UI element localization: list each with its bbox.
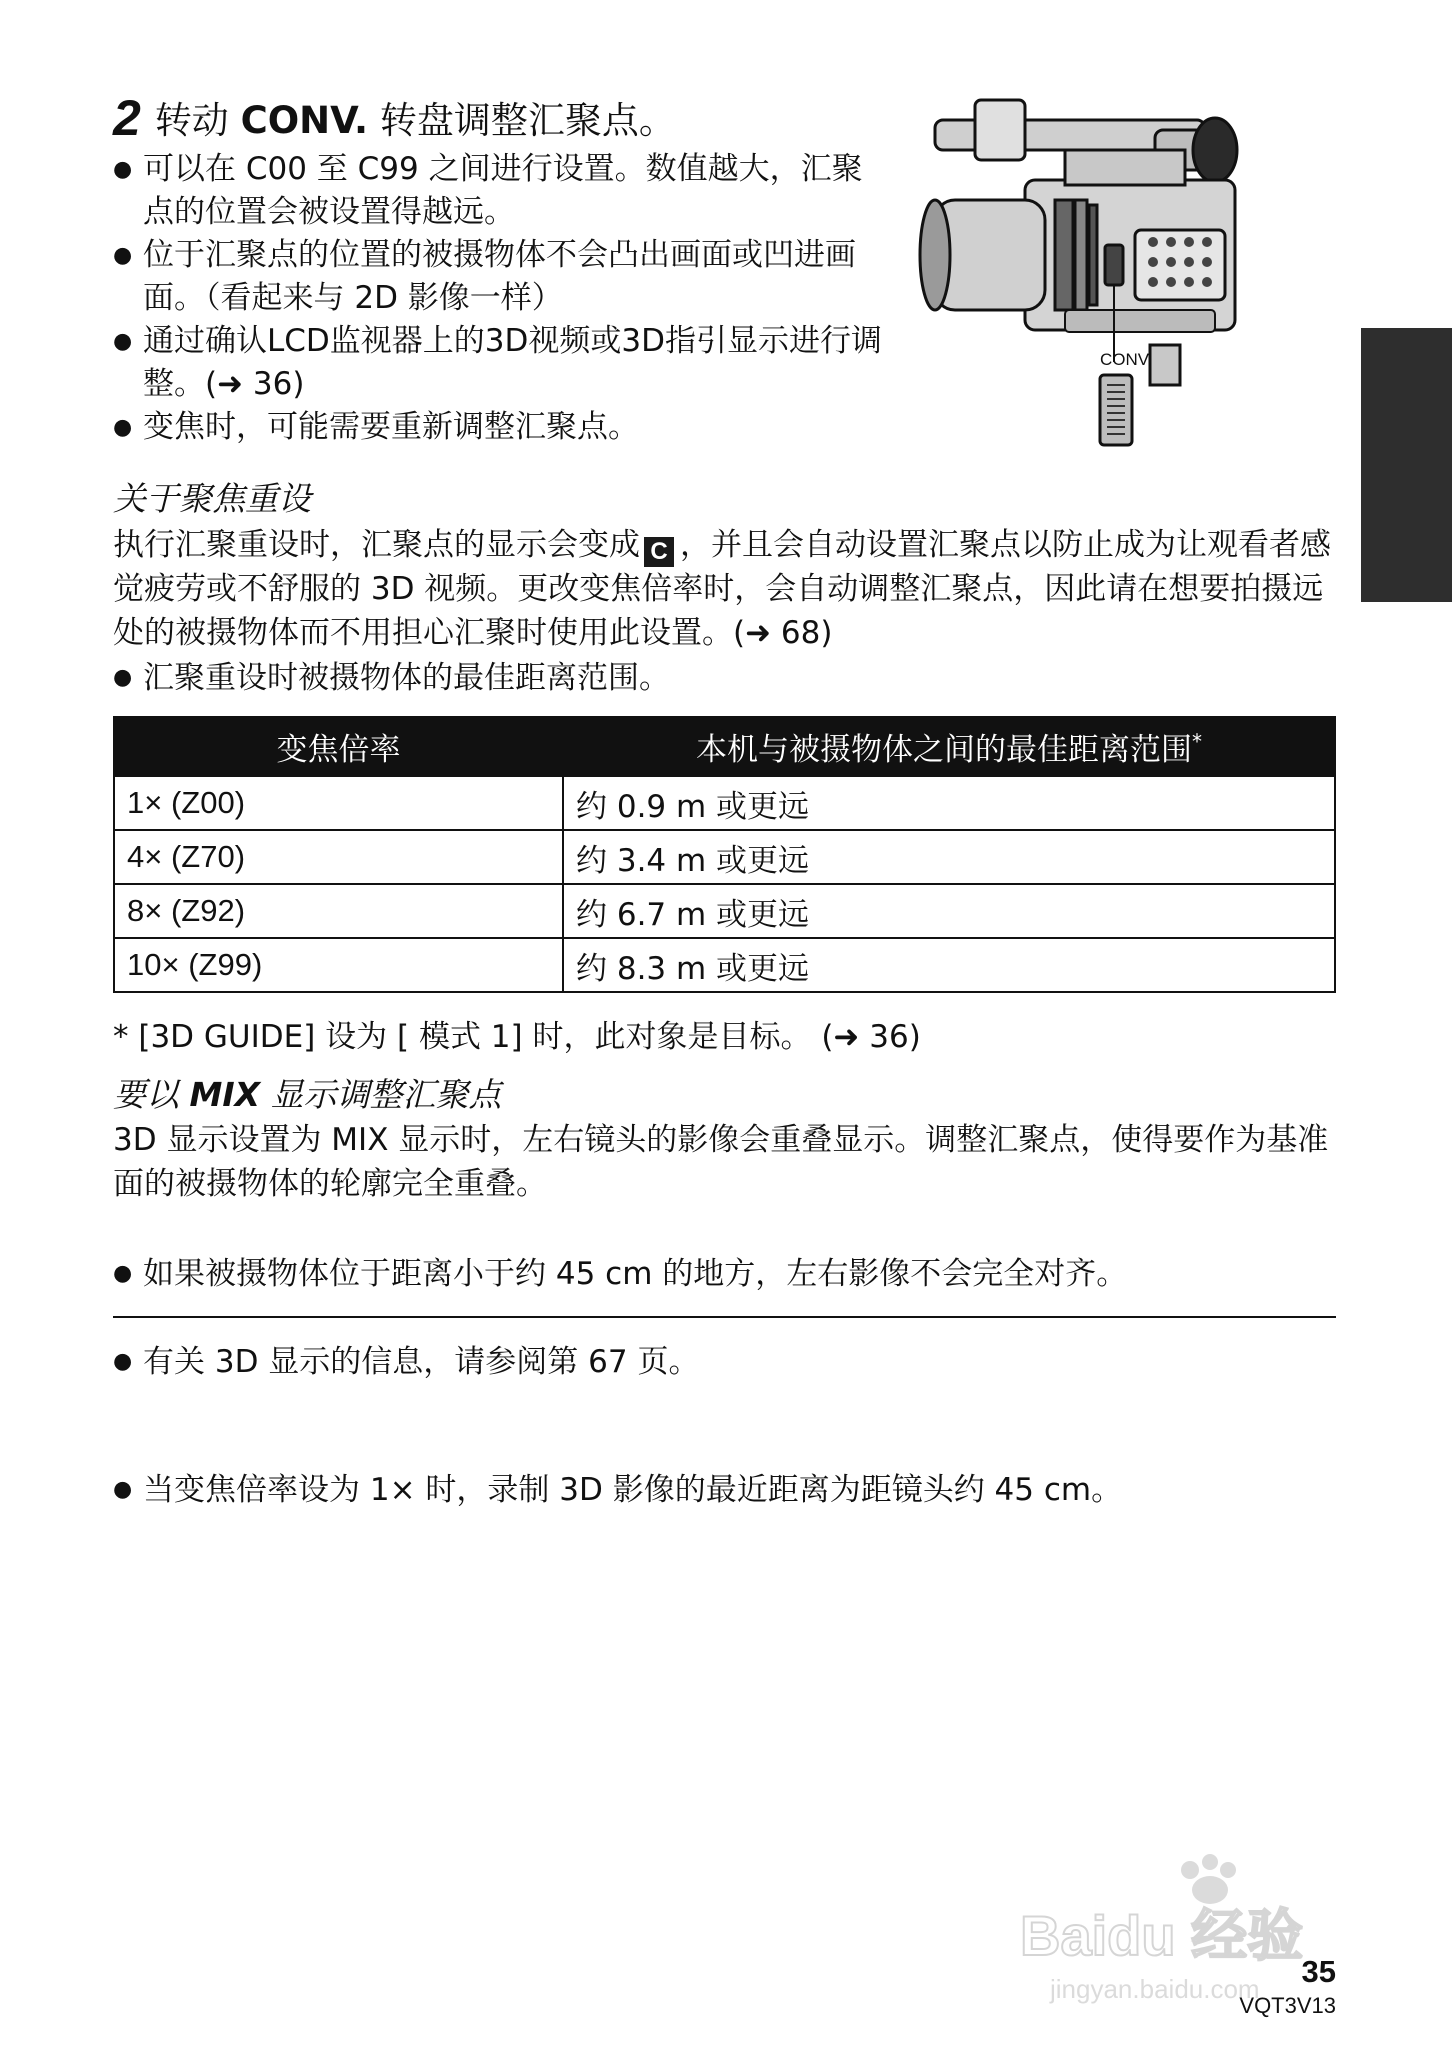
- table-row: [114, 776, 1335, 830]
- reset-para-pre: 执行汇聚重设时，汇聚点的显示会变成: [113, 527, 640, 563]
- table-row: [114, 938, 1335, 992]
- watermark-url: jingyan.baidu.com: [1050, 1974, 1260, 2004]
- mix-bullet: ● 有关 3D 显示的信息，请参阅第 67 页。: [113, 1340, 1373, 1384]
- header-distance-text: 本机与被摄物体之间的最佳距离范围: [696, 732, 1192, 768]
- step-title-bold: CONV.: [240, 99, 369, 142]
- mix-heading: [113, 1073, 502, 1117]
- table-header-row: [114, 717, 1335, 776]
- table-cell-zoom: 10× (Z99): [114, 938, 563, 992]
- mix-paragraph: 3D 显示设置为 MIX 显示时，左右镜头的影像会重叠显示。调整汇聚点，使得要作为基准面的被摄物体的轮廓完全重叠。: [113, 1122, 1329, 1202]
- mix-bullet: ● 如果被摄物体位于距离小于约 45 cm 的地方，左右影像不会完全对齐。: [113, 1252, 1373, 1296]
- distance-table: [113, 716, 1336, 993]
- table-row: [114, 830, 1335, 884]
- note-bullet: ● 当变焦倍率设为 1× 时，录制 3D 影像的最近距离为距镜头约 45 cm。: [113, 1468, 1373, 1512]
- table-footnote: * [3D GUIDE] 设为 [ 模式 1] 时，此对象是目标。 (➜ 36): [113, 1019, 921, 1055]
- conv-label: CONV.: [1100, 350, 1153, 369]
- table-cell-distance: 约 8.3 m 或更远: [563, 938, 1335, 992]
- table-row: [114, 884, 1335, 938]
- table-cell-zoom: 4× (Z70): [114, 830, 563, 884]
- reset-para-post: ，并且会自动设置汇聚点以防止成为让观看者感觉疲劳或不舒服的 3D 视频。更改变焦倍率时，会自动调整汇聚点，因此请在想要拍摄远处的被摄物体而不用担心汇聚时使用此设置。(➜ 68): [113, 527, 1331, 651]
- page-number: 35: [1301, 1954, 1336, 1989]
- step-heading: [113, 90, 676, 146]
- camcorder-illustration: [915, 90, 1275, 460]
- watermark-text: Baidu 经验: [1020, 1904, 1304, 1967]
- step-bullet: ● 位于汇聚点的位置的被摄物体不会凸出画面或凹进画面。（看起来与 2D 影像一样）: [113, 234, 893, 320]
- table-cell-distance: 约 6.7 m 或更远: [563, 884, 1335, 938]
- mix-heading-pre: 要以: [113, 1075, 190, 1114]
- reset-paragraph: [113, 523, 1343, 655]
- header-distance: [563, 717, 1335, 776]
- section-tab: [1361, 328, 1452, 602]
- step-bullet: ● 通过确认LCD监视器上的3D视频或3D指引显示进行调整。(➜ 36): [113, 320, 893, 406]
- table-cell-zoom: 8× (Z92): [114, 884, 563, 938]
- mix-heading-bold: MIX: [189, 1075, 261, 1114]
- reset-bullet: ● 汇聚重设时被摄物体的最佳距离范围。: [113, 656, 1373, 700]
- header-zoom: 变焦倍率: [114, 717, 563, 776]
- table-cell-distance: 约 0.9 m 或更远: [563, 776, 1335, 830]
- reset-heading: 关于聚焦重设: [113, 479, 311, 518]
- step-number: 2: [113, 90, 141, 146]
- step-title-post: 转盘调整汇聚点。: [368, 99, 676, 142]
- mix-heading-post: 显示调整汇聚点: [260, 1075, 502, 1114]
- step-title-pre: 转动: [154, 99, 241, 142]
- convergence-reset-icon: C: [644, 537, 674, 567]
- document-code: VQT3V13: [1239, 1993, 1336, 2018]
- step-bullet: ● 可以在 C00 至 C99 之间进行设置。数值越大，汇聚点的位置会被设置得越远。: [113, 148, 893, 234]
- table-cell-zoom: 1× (Z00): [114, 776, 563, 830]
- table-cell-distance: 约 3.4 m 或更远: [563, 830, 1335, 884]
- header-note-mark: *: [1192, 729, 1202, 754]
- section-divider: [113, 1316, 1336, 1318]
- step-bullet: ● 变焦时，可能需要重新调整汇聚点。: [113, 406, 893, 449]
- step-bullet-list: [113, 148, 893, 449]
